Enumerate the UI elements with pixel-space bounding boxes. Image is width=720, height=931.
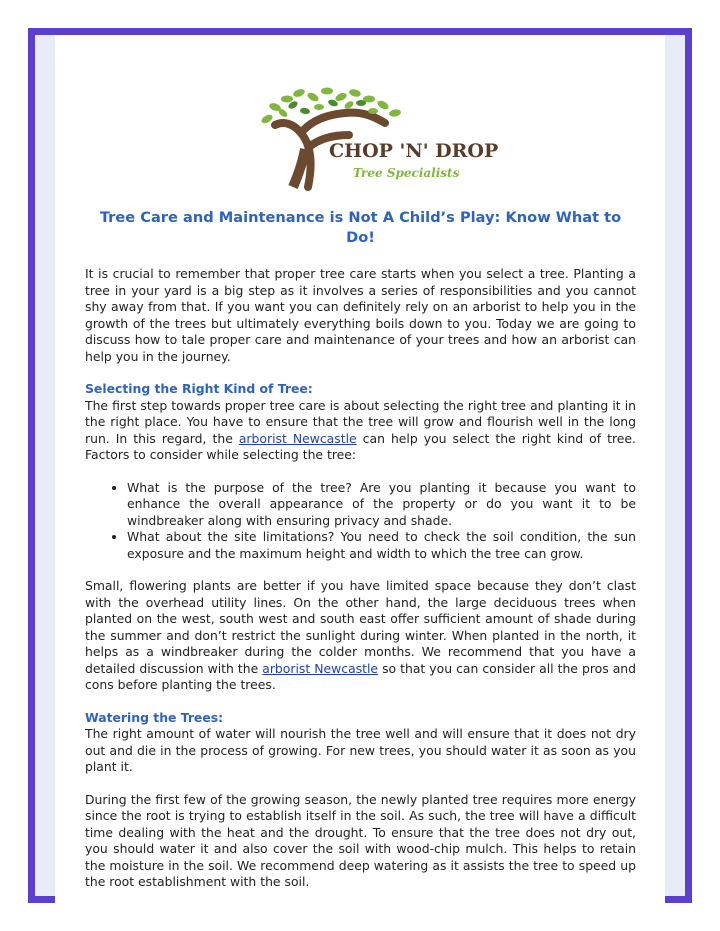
list-item: • What is the purpose of the tree? Are you planting it because you want to enhance the overall appearance of the property or do you want it to be windbreaker along with ensuring privacy and shade. [127,480,636,530]
paragraph: The first step towards proper tree care is about selecting the right tree and planting it in the right place. You have to ensure that the tree will grow and flourish well in the long run. In this regard, the arborist Newcastle can help you select the right kind of tree. Factors to consider while selecting the tree: [85,397,636,462]
paragraph: Small, flowering plants are better if you have limited space because they don’t clast with the overhead utility lines. On the other hand, the large deciduous trees when planted on the west, south west and south east offer sufficient amount of shade during the summer and don’t restrict the sunlight during winter. When planted in the north, it helps as a windbreaker during the colder months. We recommend that you have a detailed discussion with the arborist Newcastle so that you can consider all the pros and cons before planting the trees. [85,578,637,692]
article-title: Tree Care and Maintenance is Not A Child’s Play: Know What to Do! [99,209,622,246]
section-heading-watering: Watering the Trees: [85,709,224,725]
factors-list [85,480,636,563]
paragraph: During the first few of the growing season, the newly planted tree requires more energy since the root is trying to establish itself in the soil. As such, the tree will have a difficult time dealing with the heat and the drought. To ensure that the tree does not dry out, you should water it and also cover the soil with wood-chip mulch. This helps to retain the moisture in the soil. We recommend deep watering as it assists the tree to speed up the root establishment with the soil. [85,791,636,889]
section-heading-selecting: Selecting the Right Kind of Tree: [85,381,313,396]
logo-tagline: Tree Specialists [353,166,460,180]
paragraph: The right amount of water will nourish the tree well and will ensure that it does not dry out and die in the process of growing. For new trees, you should water it as soon as you plant it. [85,726,636,774]
company-logo [253,83,499,191]
arborist-link[interactable]: arborist Newcastle [262,660,379,676]
article [85,208,636,907]
intro-paragraph: It is crucial to remember that proper tree care starts when you select a tree. Planting a tree in your yard is a big step as it involves a series of responsibilities and you cannot shy away from that. If you want you can definitely rely on an arborist to help you in the growth of the trees but ultimately everything boils down to you. Today we are going to discuss how to tale proper care and maintenance of your trees and how an arborist can help you in the journey. [85,266,636,364]
logo-text: CHOP 'N' DROP [329,140,499,162]
arborist-link[interactable]: arborist Newcastle [238,430,357,446]
list-item: • What about the site limitations? You need to check the soil condition, the sun exposure and the maximum height and width to which the tree can grow. [127,529,636,562]
